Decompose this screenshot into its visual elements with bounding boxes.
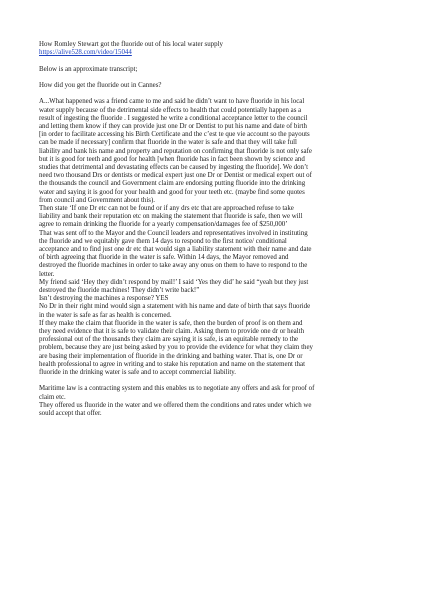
paragraph-line: of birth agreeing that fluoride in the water is safe. Within 14 days, the Mayor removed and — [39, 254, 289, 262]
paragraph-line: Then state ‘If one Dr etc can not be found or if any drs etc that are approached refuse to take — [39, 205, 294, 213]
transcript-body — [39, 98, 389, 418]
paragraph-line: studies that detrimental and devastating effects can be caused by ingesting the fluoride]. We don’t — [39, 164, 309, 171]
paragraph-line: are basing their implementation of fluoride in the drinking and bathing water. That is, one Dr or — [39, 352, 303, 360]
paragraph-line: letter. — [39, 270, 55, 278]
paragraph-line: claim etc. — [39, 393, 66, 401]
paragraph-line: destroyed the fluoride machines! They didn’t write back!” — [39, 287, 200, 295]
intro-text: Below is an approximate transcript; — [39, 65, 138, 73]
paragraph-line: acceptance and to find just one dr etc that would sign a liability statement with their name and date — [39, 246, 312, 254]
paragraph-line: from council and Government about this). — [39, 196, 155, 204]
paragraph-line: and letting them know if they can provide just one Dr or Dentist to put his name and date of birth — [39, 122, 307, 130]
paragraph-line: the thousands the council and Government claim are endorsing putting fluoride into the drinking — [39, 180, 306, 188]
paragraph-line: No Dr in their right mind would sign a statement with his name and date of birth that says fluoride — [39, 303, 311, 311]
paragraph-line: water supply because of the detrimental side effects to health that could potentially happen as a — [39, 106, 302, 114]
paragraph-line: [in order to facilitate accessing his Birth Certificate and the c’est te que vie account so the payouts — [39, 131, 310, 139]
paragraph-line: health professional to agree in writing and to stake his reputation and name on the statement that — [39, 360, 305, 368]
spacer — [39, 90, 389, 98]
paragraph-line: but it is good for teeth and good for health [when fluoride has in fact been shown by science and — [39, 155, 305, 163]
paragraph-line: Isn’t destroying the machines a response? YES — [39, 295, 169, 303]
paragraph-line: If they make the claim that fluoride in the water is safe, then the burden of proof is on them and — [39, 319, 303, 327]
paragraph-line: in the water is safe as far as health is concerned. — [39, 311, 172, 319]
paragraph-line: My friend said ‘Hey they didn’t respond by mail!’ I said ‘Yes they did’ he said “yeah but they just — [39, 278, 309, 286]
spacer — [39, 57, 389, 65]
paragraph-line: destroyed the fluoride machines in order to take away any onus on them to have to respond to the — [39, 262, 308, 270]
spacer — [39, 74, 389, 82]
paragraph-line: result of ingesting the fluoride . I suggested he write a conditional acceptance letter to the council — [39, 114, 308, 122]
transcript-paragraph — [39, 98, 389, 377]
paragraph-line: can be made if necessary] confirm that fluoride in the water is safe and that they will take full — [39, 139, 297, 147]
paragraph-line: problem, because they are just being asked by you to provide the evidence for what they claim they — [39, 344, 314, 352]
question-text: How did you get the fluoride out in Cannes? — [39, 81, 162, 89]
paragraph-line: liability and bank his name and property and reputation on confirming that fluoride is not only safe — [39, 147, 312, 155]
document-page — [39, 41, 389, 418]
paragraph-line: That was sent off to the Mayor and the Council leaders and representatives involved in instituting — [39, 229, 308, 237]
paragraph-line: Maritime law is a contracting system and this enables us to negotiate any offers and ask for proof of — [39, 385, 315, 393]
paragraph-line: they need evidence that it is safe to validate their claim. Asking them to provide one dr or health — [39, 328, 305, 336]
paragraph-line: need two thousand Drs or dentists or medical expert just one Dr or Dentist or medical expert out of — [39, 172, 312, 180]
video-link[interactable]: https://alive528.com/video/15044 — [39, 49, 132, 57]
paragraph-line: They offered us fluoride in the water and we offered them the conditions and rates under which we — [39, 401, 312, 409]
paragraph-line: agree to remain drinking the fluoride for a yearly compensation/damages fee of $250,000’ — [39, 221, 288, 229]
paragraph-line: water and saying it is good for your health and good for your teeth etc. (maybe find some quotes — [39, 188, 305, 196]
paragraph-line: professional out of the thousands they claim are saying it is safe, is an equitable remedy to the — [39, 336, 299, 344]
document-title: How Romley Stewart got the fluoride out of his local water supply — [39, 41, 223, 48]
paragraph-line: liability and bank their reputation etc on making the statement that fluoride is safe, then we will — [39, 213, 303, 221]
paragraph-line: fluoride in the drinking water is safe and to accept commercial liability. — [39, 369, 237, 377]
transcript-paragraph — [39, 385, 389, 418]
paragraph-line: A...What happened was a friend came to me and said he didn’t want to have fluoride in his local — [39, 98, 305, 106]
paragraph-line: sould accept that offer. — [39, 410, 102, 418]
paragraph-spacer — [39, 377, 389, 385]
paragraph-line: the fluoride and we equitably gave them 14 days to respond to the first notice/ conditional — [39, 237, 287, 245]
